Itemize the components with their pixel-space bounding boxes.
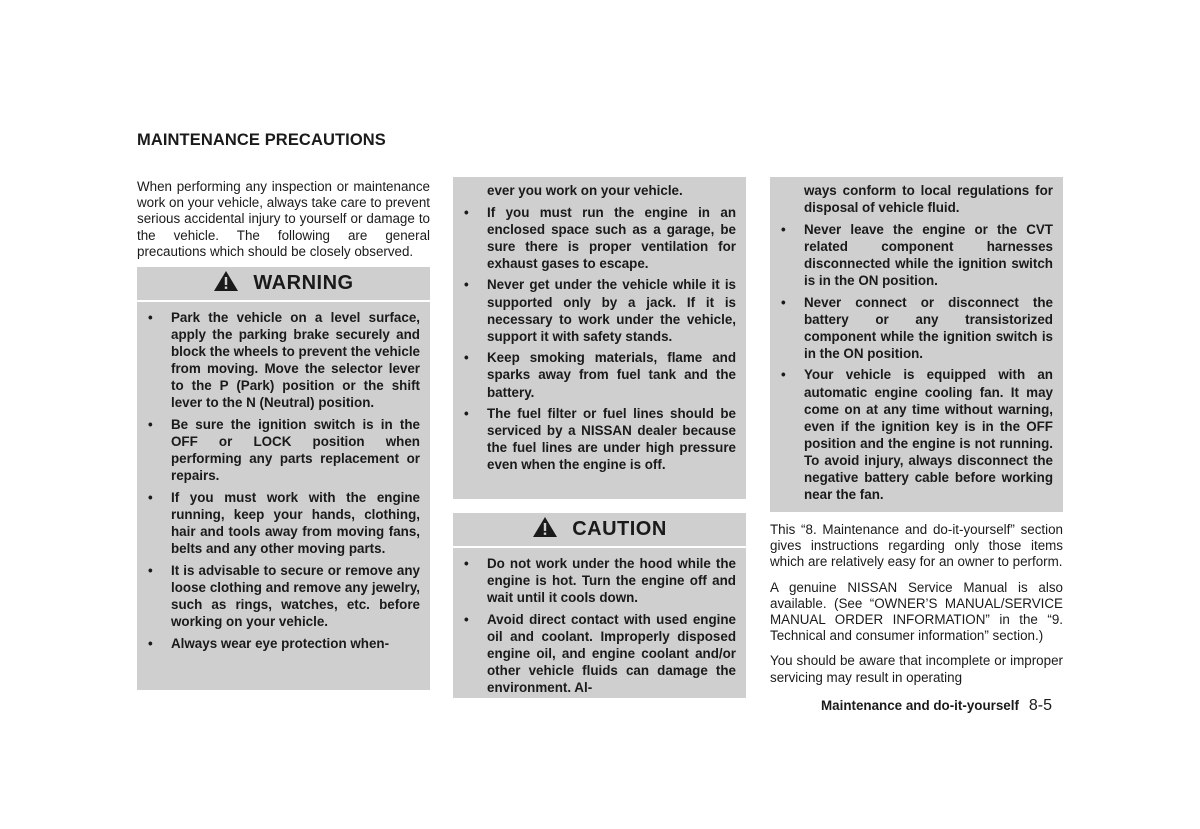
caution-box <box>453 548 746 698</box>
list-item: • Avoid direct contact with used engine oil and coolant. Improperly disposed engine oil, and engine coolant and/or other vehicle fluids can damage the environment. Al- <box>464 611 736 696</box>
page-number: 8-5 <box>1028 697 1053 714</box>
warning-banner <box>137 267 430 300</box>
warning-triangle-icon <box>213 270 239 298</box>
warning-title: WARNING <box>253 272 354 294</box>
warning-box-continued <box>453 177 746 499</box>
caution-box-continued <box>770 177 1063 512</box>
body-text <box>770 522 1063 695</box>
continuation-text: ways conform to local regulations for disposal of vehicle fluid. <box>804 183 1053 216</box>
warning-triangle-icon <box>532 516 558 544</box>
list-item: • Never connect or disconnect the battery or any transistorized component while the ignition switch is in the ON position. <box>781 294 1053 361</box>
list-item: • If you must run the engine in an enclosed space such as a garage, be sure there is proper ventilation for exhaust gases to escape. <box>464 204 736 271</box>
list-item: • Park the vehicle on a level surface, apply the parking brake securely and block the wheels to prevent the vehicle from moving. Move the selector lever to the P (Park) position or the shift lever to the N (Neutral) position. <box>148 310 420 411</box>
intro-paragraph: When performing any inspection or maintenance work on your vehicle, always take care to prevent serious accidental injury to yourself or damage to the vehicle. The following are general precautions which should be closely observed. <box>137 179 430 259</box>
continuation-text: ever you work on your vehicle. <box>487 183 683 198</box>
warning-box <box>137 302 430 690</box>
list-item: • Your vehicle is equipped with an automatic engine cooling fan. It may come on at any time without warning, even if the ignition key is in the OFF position and the engine is not running. To avoid injury, always disconnect the negative battery cable before working near the fan. <box>781 367 1053 503</box>
list-item: • Never get under the vehicle while it is supported only by a jack. If it is necessary to work under the vehicle, support it with safety stands. <box>464 277 736 344</box>
list-item: • Do not work under the hood while the engine is hot. Turn the engine off and wait until it cools down. <box>464 556 736 606</box>
paragraph: A genuine NISSAN Service Manual is also available. (See “OWNER’S MANUAL/SERVICE MANUAL ORDER INFORMATION” in the “9. Technical and consumer information” section.) <box>770 579 1063 644</box>
list-item: • Always wear eye protection when- <box>148 635 390 651</box>
caution-banner <box>453 513 746 546</box>
paragraph: You should be aware that incomplete or improper servicing may result in operating <box>770 653 1063 685</box>
section-heading: MAINTENANCE PRECAUTIONS <box>137 131 386 149</box>
list-item: • Keep smoking materials, flame and sparks away from fuel tank and the battery. <box>464 350 736 400</box>
list-item: • If you must work with the engine running, keep your hands, clothing, hair and tools away from moving fans, belts and any other moving parts. <box>148 489 420 557</box>
footer-section-title: Maintenance and do-it-yourself <box>821 698 1019 713</box>
list-item: • Be sure the ignition switch is in the OFF or LOCK position when performing any parts replacement or repairs. <box>148 417 420 484</box>
list-item: • The fuel filter or fuel lines should be serviced by a NISSAN dealer because the fuel lines are under high pressure even when the engine is off. <box>464 406 736 473</box>
list-item: • Never leave the engine or the CVT related component harnesses disconnected while the ignition switch is in the ON position. <box>781 221 1053 288</box>
caution-title: CAUTION <box>572 518 667 540</box>
list-item: • It is advisable to secure or remove any loose clothing and remove any jewelry, such as rings, watches, etc. before working on your vehicle. <box>148 562 420 630</box>
paragraph: This “8. Maintenance and do-it-yourself” section gives instructions regarding only those items which are relatively easy for an owner to perform. <box>770 522 1063 570</box>
page-footer <box>821 697 1052 715</box>
